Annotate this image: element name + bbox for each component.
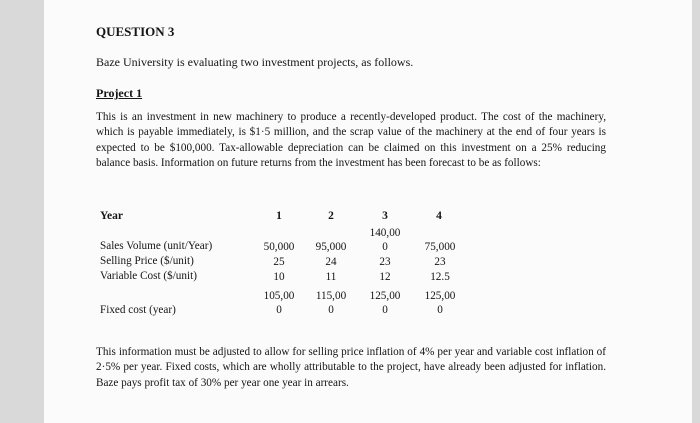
question-heading: QUESTION 3 <box>96 24 175 39</box>
table-cell: 125,00 0 <box>369 290 401 316</box>
row-label-sales-volume: Sales Volume (unit/Year) <box>100 240 213 252</box>
row-label-selling-price: Selling Price ($/unit) <box>100 255 194 267</box>
question-intro: Baze University is evaluating two investment projects, as follows. <box>96 55 414 69</box>
table-cell: 125,00 0 <box>424 290 456 316</box>
table-cell: 12 <box>379 271 391 283</box>
row-label-fixed-cost: Fixed cost (year) <box>100 304 176 316</box>
table-cell: 50,000 <box>263 241 295 253</box>
year-column-header: 4 <box>436 210 442 222</box>
year-column-header: 2 <box>328 210 334 222</box>
table-cell: 140,00 0 <box>369 227 401 253</box>
table-cell: 10 <box>273 271 285 283</box>
table-cell: 24 <box>325 256 337 268</box>
project-description: This is an investment in new machinery to produce a recently-developed product. The cost of the machinery, which is payable immediately, is $1·5 million, and the scrap value of the machinery at the end of four years is expected to be $100,000. Tax-allowable depreciation can be claimed on this investment on a 25% reducing balance basis. Information on future returns from the investment has been forecast to be as follows: <box>96 111 606 170</box>
year-column-header: 3 <box>382 210 388 222</box>
row-label-variable-cost: Variable Cost ($/unit) <box>100 270 197 282</box>
project-title: Project 1 <box>96 86 143 100</box>
table-cell: 95,000 <box>315 241 347 253</box>
table-cell: 23 <box>434 256 446 268</box>
table-cell: 11 <box>325 271 337 283</box>
table-cell: 105,00 0 <box>263 290 295 316</box>
table-cell: 23 <box>379 256 391 268</box>
table-cell: 75,000 <box>424 241 456 253</box>
table-cell: 25 <box>273 256 285 268</box>
table-cell: 12.5 <box>430 271 450 283</box>
year-column-header: 1 <box>276 210 282 222</box>
inflation-note: This information must be adjusted to allow for selling price inflation of 4% per year and variable cost inflation of 2·5% per year. Fixed costs, which are wholly attributable to the project, have already been adjusted for inflation. Baze pays profit tax of 30% per year one year in arrears. <box>96 346 606 389</box>
year-header: Year <box>100 210 123 222</box>
table-cell: 115,00 0 <box>315 290 347 316</box>
